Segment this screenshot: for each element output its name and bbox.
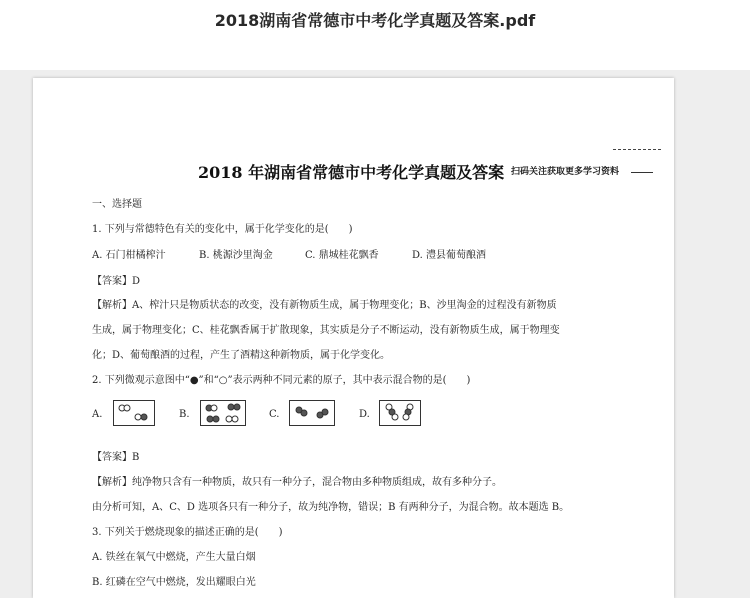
q2-stem: 2. 下列微观示意图中“●”和“○”表示两种不同元素的原子，其中表示混合物的是( ) — [92, 375, 471, 386]
q2-option-d-label: D. — [359, 409, 370, 420]
q1-analysis-line-3: 化；D、葡萄酿酒的过程，产生了酒精这种新物质，属于化学变化。 — [92, 350, 391, 361]
q1-analysis-line-1: 【解析】A、榨汁只是物质状态的改变，没有新物质生成，属于物理变化；B、沙里淘金的过程没有新物质 — [92, 300, 557, 311]
q2-option-b-label: B. — [179, 409, 190, 420]
q3-option-a: A. 铁丝在氧气中燃烧，产生大量白烟 — [92, 552, 256, 563]
q2-option-a-label: A. — [92, 409, 103, 420]
q1-option-d: D. 澧县葡萄酿酒 — [412, 250, 487, 261]
watermark-text: 扫码关注获取更多学习资料 — [511, 167, 620, 177]
section-heading: 一、选择题 — [92, 199, 142, 210]
q2-option-c-diagram — [289, 400, 335, 426]
viewer-header — [0, 0, 750, 70]
q2-analysis-line-1: 【解析】纯净物只含有一种物质，故只有一种分子，混合物由多种物质组成，故有多种分子。 — [92, 477, 502, 488]
q3-stem: 3. 下列关于燃烧现象的描述正确的是( ) — [92, 527, 283, 538]
q1-analysis-line-2: 生成，属于物理变化；C、桂花飘香属于扩散现象，其实质是分子不断运动，没有新物质生成，属于物理变 — [92, 325, 560, 336]
document-title: 2018 年湖南省常德市中考化学真题及答案 — [198, 163, 505, 182]
document-page[interactable] — [33, 78, 674, 598]
watermark-line — [631, 172, 653, 173]
q2-option-c-label: C. — [269, 409, 280, 420]
q1-stem: 1. 下列与常德特色有关的变化中，属于化学变化的是( ) — [92, 224, 353, 235]
q2-option-d-diagram — [379, 400, 421, 426]
q2-analysis-line-2: 由分析可知，A、C、D 选项各只有一种分子，故为纯净物，错误；B 有两种分子，为混合物。故本题选 B。 — [92, 502, 570, 513]
file-title: 2018湖南省常德市中考化学真题及答案.pdf — [214, 11, 536, 30]
q1-answer: 【答案】D — [92, 276, 141, 287]
q3-option-b: B. 红磷在空气中燃烧，发出耀眼白光 — [92, 577, 256, 588]
q2-answer: 【答案】B — [92, 452, 140, 463]
q2-option-a-diagram — [113, 400, 155, 426]
q1-option-a: A. 石门柑橘榨汁 — [92, 250, 166, 261]
header-rule — [613, 149, 661, 153]
q1-option-b: B. 桃源沙里淘金 — [199, 250, 273, 261]
q2-option-b-diagram — [200, 400, 246, 426]
q1-option-c: C. 鼎城桂花飘香 — [305, 250, 379, 261]
